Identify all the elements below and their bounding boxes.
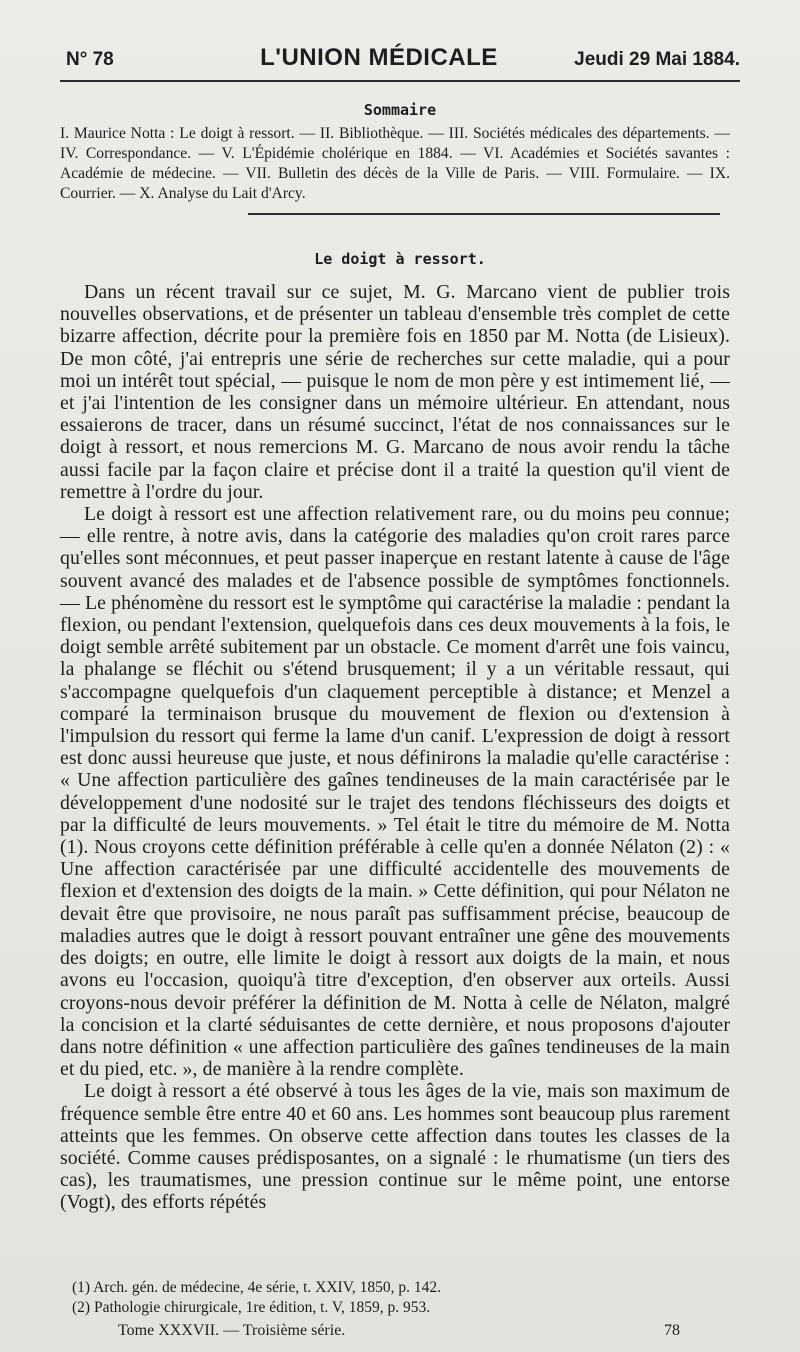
article-paragraph: Le doigt à ressort a été observé à tous les âges de la vie, mais son maximum de fréquence semble être entre 40 et 60 ans. Les hommes sont beaucoup plus rarement atteints que les femmes. On observe cette affection dans toutes les classes de la société. Comme causes prédisposantes, on a signalé : le rhumatisme (un tiers des cas), les traumatismes, une pression continue sur le même point, une entorse (Vogt), des efforts répétés [60,1080,730,1214]
footnotes [72,1278,732,1318]
sommaire-title: Sommaire [363,101,437,119]
page-number: 78 [664,1322,680,1339]
article-paragraph: Le doigt à ressort est une affection relativement rare, ou du moins peu connue; — elle rentre, à notre avis, dans la catégorie des maladies qu'on croit rares parce qu'elles sont méconnues, et peut passer inaperçue en restant latente à cause de l'âge souvent avancé des malades et de l'absence possible de symptômes fonctionnels. — Le phénomène du ressort est le symptôme qui caractérise la maladie : pendant la flexion, ou pendant l'extension, quelquefois dans ces deux mouvements à la fois, le doigt semble arrêté subitement par un obstacle. Ce moment d'arrêt une fois vaincu, la phalange se fléchit ou s'étend brusquement; il y a un véritable ressaut, qui s'accompagne quelquefois d'un claquement perceptible à distance; et Menzel a comparé la terminaison brusque du mouvement de flexion ou d'extension à l'impulsion du ressort qui ferme la lame d'un canif. L'expression de doigt à ressort est donc aussi heureuse que juste, et nous définirons la maladie qu'elle caractérise : « Une affection particulière des gaînes tendineuses de la main caractérisée par le développement d'une nodosité sur le trajet des tendons fléchisseurs des doigts et par la difficulté de leurs mouvements. » Tel était le titre du mémoire de M. Notta (1). Nous croyons cette définition préférable à celle qu'en a donnée Nélaton (2) : « Une affection caractérisée par une difficulté accidentelle des mouvements de flexion et d'extension des doigts de la main. » Cette définition, qui pour Nélaton ne devait être que provisoire, ne nous paraît pas suffisamment précise, beaucoup de maladies autres que le doigt à ressort pouvant entraîner une gêne des mouvements des doigts; en outre, elle limite le doigt à ressort aux doigts de la main, et nous avons eu l'occasion, quoiqu'à titre d'exception, d'en observer aux orteils. Aussi croyons-nous devoir préférer la définition de M. Notta à celle de Nélaton, malgré la concision et la clarté séduisantes de cette dernière, et nous proposons d'ajouter dans notre définition « une affection particulière des gaînes tendineuses de la main et du pied, etc. », de manière à la rendre complète. [60,503,730,1081]
article-title: Le doigt à ressort. [314,250,486,268]
header-rule [60,80,740,82]
footnote: (1) Arch. gén. de médecine, 4e série, t. XXIV, 1850, p. 142. [72,1279,442,1296]
footnote: (2) Pathologie chirurgicale, 1re édition, t. V, 1859, p. 953. [72,1299,431,1316]
page-footer [118,1322,680,1340]
sommaire-text: I. Maurice Notta : Le doigt à ressort. — II. Bibliothèque. — III. Sociétés médicales des départements. — IV. Correspondance. — V. L'Épidémie cholérique en 1884. — VI. Académies et Sociétés savantes : Académie de médecine. — VII. Bulletin des décès de la Ville de Paris. — VIII. Formulaire. — IX. Courrier. — X. Analyse du Lait d'Arcy. [60,125,730,202]
section-rule [248,213,720,215]
issue-date: Jeudi 29 Mai 1884. [574,49,740,70]
article-body [60,281,730,1214]
journal-title: L'UNION MÉDICALE [260,44,498,71]
article-paragraph: Dans un récent travail sur ce sujet, M. G. Marcano vient de publier trois nouvelles observations, et de présenter un tableau d'ensemble très complet de cette bizarre affection, décrite pour la première fois en 1850 par M. Notta (de Lisieux). De mon côté, j'ai entrepris une série de recherches sur cette maladie, qui a pour moi un intérêt tout spécial, — puisque le nom de mon père y est intimement lié, — et j'ai l'intention de les consigner dans un mémoire ultérieur. En attendant, nous essaierons de tracer, dans un résumé succinct, l'état de nos connaissances sur le doigt à ressort, et nous remercions M. G. Marcano de nous avoir rendu la tâche aussi facile par la façon claire et précise dont il a traité la question qu'il vient de remettre à l'ordre du jour. [60,281,730,503]
volume-label: Tome XXXVII. — Troisième série. [118,1322,346,1339]
masthead [66,44,740,78]
issue-number: N° 78 [66,49,114,70]
